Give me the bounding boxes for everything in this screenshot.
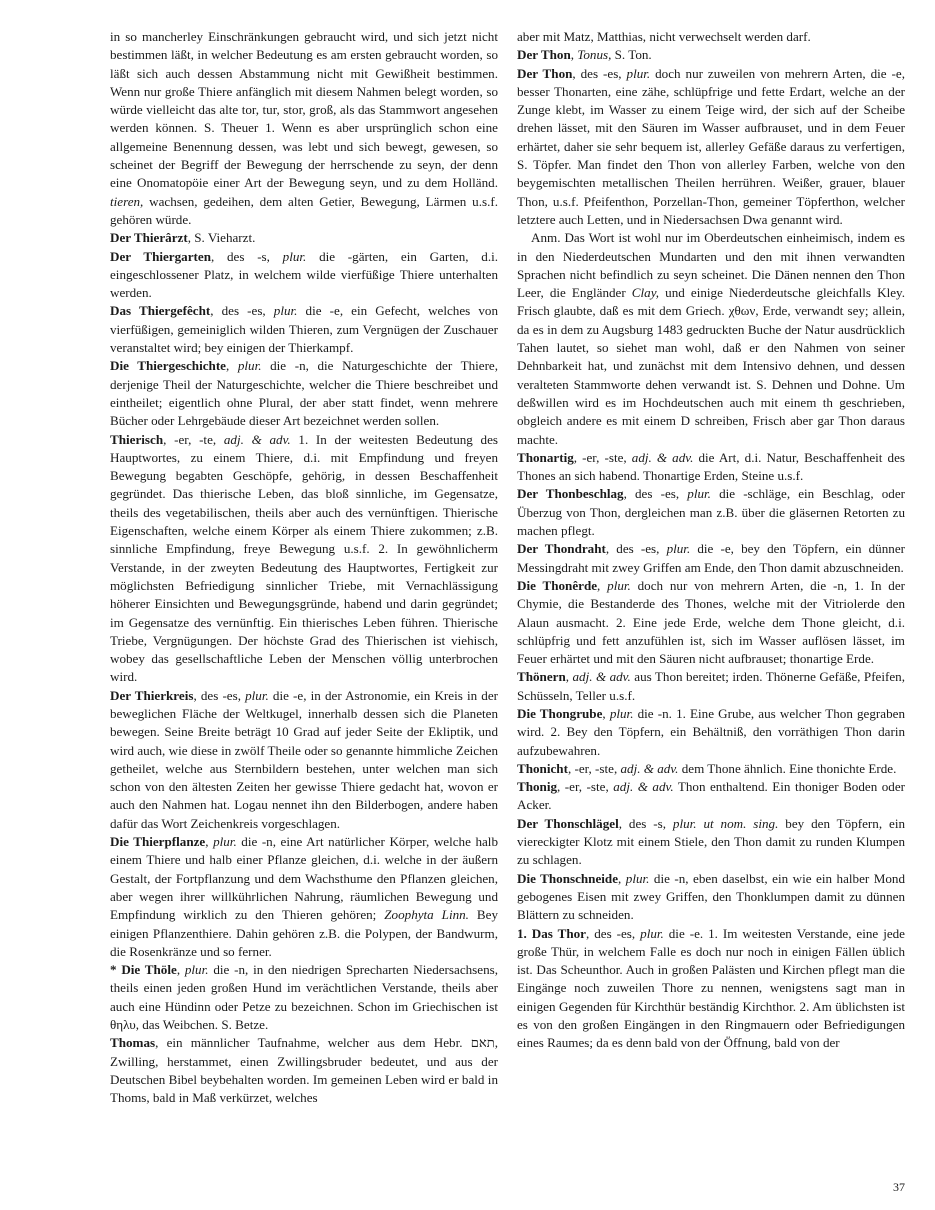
headword: Thonig	[517, 779, 558, 795]
headword: Der Thon	[517, 47, 571, 63]
right-column	[517, 28, 905, 1053]
headword: Der Thierkreis	[110, 687, 194, 703]
headword: Der Thondraht	[517, 541, 606, 557]
headword: Thomas	[110, 1035, 156, 1051]
entry-thierarzt: Der Thierârzt, S. Vieharzt.	[110, 230, 256, 246]
entry-thon-tonus: Der Thon, Tonus, S. Ton.	[517, 47, 652, 63]
continuation-paragraph: in so mancherley Einschränkungen gebraucht wird, und sich jetzt nicht bestimmen läßt, in welcher Bedeutung es am ersten gebraucht worden, so läßt sich auch dessen Abstammung nicht mit Gewißheit bestimmen. Wenn nur große Thiere anfänglich mit diesem Nahmen belegt worden, so würde vielleicht das alte tor, tur, stor, groß, als das Stammwort angesehen werden können. S. Theuer 1. Wenn es aber ursprünglich schon eine allgemeine Benennung dessen, was lebt und sich bewegt, gewesen, so scheinet der Begriff der Bewegung der herrschende zu seyn, der denn eine Onomatopöie einer Art der Bewegung seyn, und zu dem Holländ. tieren, wachsen, gedeihen, dem alten Getier, Bewegung, Lärmen u.s.f. gehören würde.	[110, 29, 498, 227]
headword: 1. Das Thor	[517, 925, 586, 941]
note-thon: Anm. Das Wort ist wohl nur im Oberdeutschen einheimisch, indem es in den Niederdeutschen Mundarten und den mit ihnen verwandten Sprachen nicht befindlich zu seyn scheinet. Die Dänen nennen den Thon Leer, die Engländer Clay, und einige Niederdeutsche gleichfalls Kley. Frisch glaubte, daß es mit dem Griech. χθων, Erde, verwandt sey; allein, da es in dem zu Augsburg 1483 gedruckten Buche der Natur ausdrücklich Tahen lautet, so siehet man wohl, daß er den Nahmen von seiner Dehnbarkeit hat, und zunächst mit dem Intensivo dehnen, und dessen veralteten Stammworte dehen verwandt ist. S. Dehnen und Dohne. Um deßwillen wird es im Hochdeutschen auch mit einem th geschrieben, obgleich andere es mit einem D schreiben, Frisch aber gar Thon daraus machte.	[517, 230, 905, 447]
entry-thonerde: Die Thonêrde, plur. doch nur von mehrern Arten, die -n, 1. In der Chymie, die Bestanderde des Thones, welche mit der Vitriolerde den Alaun ausmacht. 2. Eine jede Erde, welche dem Thone gleicht, d.i. schlüpfrig und fett anzufühlen ist, sich im Wasser auflösen lässet, im Feuer erhärtet und mit den Säuren nicht aufbrauset; thonartige Erde.	[517, 577, 906, 667]
headword: Der Thon	[517, 65, 573, 81]
entry-thierpflanze: Die Thierpflanze, plur. die -n, eine Art natürlicher Körper, welche halb einem Thiere und halb einer Pflanze gleichen, d.i. welche in der äußern Gestalt, der Fortpflanzung und dem Wachsthume den Pflanzen gleichen, aber wegen ihrer willkührlichen Nahrung, räumlichen Bewegung und Empfindung wirklich zu den Thieren gehören; Zoophyta Linn. Bey einigen Pflanzenthiere. Dahin gehören z.B. die Polypen, der Bandwurm, die Rosenkränze und so ferner.	[110, 834, 498, 959]
headword: Der Thonbeschlag	[517, 486, 624, 502]
headword: Der Thierârzt	[110, 230, 188, 246]
entry-thor: 1. Das Thor, des -es, plur. die -e. 1. Im weitesten Verstande, eine jede große Thür, in welchem Falle es doch nur noch in einigen Fällen üblich ist. Das Scheunthor. Auch in großen Palästen und Kirchen pflegt man die Eingänge noch zuweilen Thore zu nennen, wenigstens sagt man in einigen Gegenden für Kirchthür beständig Kirchthor. 2. Am üblichsten ist es von den großen Eingängen in den Ringmauern oder Befriedigungen eines Raumes; da es denn bald von der Öffnung, bald von der	[517, 925, 905, 1051]
headword: Das Thiergefêcht	[110, 303, 211, 319]
entry-thierisch: Thierisch, -er, -te, adj. & adv. 1. In der weitesten Bedeutung des Hauptwortes, zu einem Thiere, d.i. mit Empfindung und freyen Bewegung begabten Geschöpfe, gehörig, in dessen Beschaffenheit gegründet. Das thierische Leben, das bloß sinnliche, im Gegensatze, theils des vegetabilischen, theils aber auch des vernünftigen. Thierische Eigenschaften, welche einem Körper als einem Thiere zukommen; z.B. sinnliche Empfindung, freye Bewegung u.s.f. 2. In gewöhnlicherm Verstande, in der zweyten Bedeutung des Hauptwortes, Fertigkeit zur möglichsten Befriedigung sinnlicher Triebe, mit Vernachlässigung höherer Einsichten und Bewegungsgründe, habend und darin gegründet; im Gegensatze des vernünftig. Ein thierisches Leben führen. Thierische Triebe, Vergnügungen. Der höchste Grad des Thierischen ist viehisch, wobey das gesellschaftliche Leben der Menschen völlig unterbrochen wird.	[110, 431, 498, 685]
page-number: 37	[893, 1180, 905, 1194]
headword: Die Thierpflanze	[110, 834, 206, 850]
entry-thiergarten: Der Thiergarten, des -s, plur. die -gärten, ein Garten, d.i. eingeschlossener Platz, in welchem wilde vierfüßige Thiere unterhalten werden.	[110, 248, 499, 301]
headword: Der Thonschlägel	[517, 815, 619, 831]
entry-thomas: Thomas, ein männlicher Taufnahme, welcher aus dem Hebr. תאם, Zwilling, herstammet, einen Zwillingsbruder bedeutet, und aus der Deutschen Bibel beybehalten worden. Im gemeinen Leben wird er bald in Thoms, bald in Maß verkürzet, welches	[110, 1035, 498, 1106]
entry-thonbeschlag: Der Thonbeschlag, des -es, plur. die -schläge, ein Beschlag, oder Überzug von Thon, dergleichen man z.B. über die gläsernen Retorten zu machen pflegt.	[517, 486, 906, 539]
entry-thoele: * Die Thöle, plur. die -n, in den niedrigen Sprecharten Niedersachsens, theils einen jeden großen Hund im verächtlichen Verstande, theils aber auch eine Hündinn oder Petze zu bezeichnen. Schon im Griechischen ist θηλυ, das Weibchen. S. Betze.	[110, 962, 498, 1033]
headword: Der Thiergarten	[110, 248, 211, 264]
entry-thondraht: Der Thondraht, des -es, plur. die -e, bey den Töpfern, ein dünner Messingdraht mit zwey Griffen am Ende, den Thon damit abzuschneiden.	[517, 541, 905, 575]
continuation-line: aber mit Matz, Matthias, nicht verwechselt werden darf.	[517, 29, 811, 44]
headword: Thönern	[517, 669, 566, 685]
entry-thonschneide: Die Thonschneide, plur. die -n, eben daselbst, ein wie ein halber Mond gebogenes Eisen mit zwey Griffen, den Thonklumpen damit zu dünnen Blättern zu schneiden.	[517, 870, 905, 923]
headword: Die Thonêrde	[517, 577, 598, 593]
entry-thiergefecht: Das Thiergefêcht, des -es, plur. die -e, ein Gefecht, welches von vierfüßigen, gemeiniglich wilden Thieren, zum Vergnügen der Zuschauer veranstaltet wird; bey einigen der Thierkampf.	[110, 303, 498, 356]
headword: Thonartig	[517, 449, 574, 465]
headword: Die Thiergeschichte	[110, 358, 226, 374]
entry-thongrube: Die Thongrube, plur. die -n. 1. Eine Grube, aus welcher Thon gegraben wird. 2. Bey den Töpfern, ein Behältniß, den vorräthigen Thon darin aufzubewahren.	[517, 705, 905, 758]
entry-thon: Der Thon, des -es, plur. doch nur zuweilen von mehrern Arten, die -e, besser Thonarten, eine zähe, schlüpfrige und fette Erdart, welche an der Zunge klebt, im Wasser zu einem Teige wird, der sich auf der Scheibe drehen lässet, mit den Säuren im Wasser aufbrauset, und in dem Feuer erhärtet, daher sie sehr bequem ist, allerley Gefäße daraus zu verfertigen, S. Töpfer. Man findet den Thon von allerley Farben, welche von den beygemischten metallischen Theilen herrühren. Weißer, grauer, blauer Thon, u.s.f. Pfeifenthon, Porzellan-Thon, gemeiner Töpferthon, welcher letztere auch Letten, und in Niedersachsen Dwa genannt wird.	[517, 65, 905, 227]
entry-thonschlaegel: Der Thonschlägel, des -s, plur. ut nom. sing. bey den Töpfern, ein viereckigter Klotz mit einem Stiele, den Thon damit zu runden Klumpen zu schlagen.	[517, 815, 906, 868]
headword: Die Thongrube	[517, 705, 603, 721]
headword: Thonicht	[517, 760, 568, 776]
entry-thonig: Thonig, -er, -ste, adj. & adv. Thon enthaltend. Ein thoniger Boden oder Acker.	[517, 779, 906, 813]
left-column	[110, 28, 498, 1108]
headword: Thierisch	[110, 431, 164, 447]
entry-thonicht: Thonicht, -er, -ste, adj. & adv. dem Thone ähnlich. Eine thonichte Erde.	[517, 760, 897, 776]
entry-thoenern: Thönern, adj. & adv. aus Thon bereitet; irden. Thönerne Gefäße, Pfeifen, Schüsseln, Teller u.s.f.	[517, 669, 905, 703]
headword: * Die Thöle	[110, 962, 177, 978]
headword: Die Thonschneide	[517, 870, 619, 886]
entry-thiergeschichte: Die Thiergeschichte, plur. die -n, die Naturgeschichte der Thiere, derjenige Theil der Naturgeschichte, welcher die Thiere beschreibet und eintheilet; eigentlich ohne Plural, der aber statt findet, wenn mehrere Bücher oder Lehrgebäude dieser Art bezeichnet werden sollen.	[110, 358, 499, 429]
entry-thonartig: Thonartig, -er, -ste, adj. & adv. die Art, d.i. Natur, Beschaffenheit des Thones an sich habend. Thonartige Erden, Steine u.s.f.	[517, 449, 905, 484]
entry-thierkreis: Der Thierkreis, des -es, plur. die -e, in der Astronomie, ein Kreis in der beweglichen Fläche der Weltkugel, innerhalb dessen sich die Planeten bewegen. Seine Breite beträgt 10 Grad auf jeder Seite der Ekliptik, und wird auch, wie diese in zwölf Theile oder so genannte himmliche Zeichen getheilet, welche aus Sternbildern bestehen, unter welchen man sich schon von den ältesten Zeiten her gewisse Thiere gedacht hat, wovon er auch den Nahmen hat. Logau nennet ihn den Bilderbogen, andere haben dafür das Wort Zeichenkreis vorgeschlagen.	[110, 687, 499, 831]
